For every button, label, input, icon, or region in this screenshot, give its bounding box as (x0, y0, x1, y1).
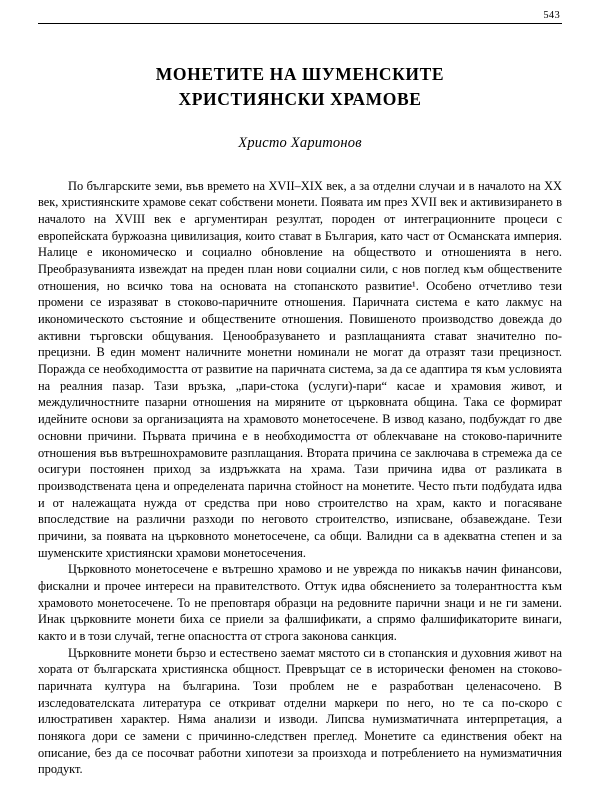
page-title (58, 62, 542, 113)
article-body (38, 178, 562, 778)
paragraph: Църковните монети бързо и естествено заемат мястото си в стопанския и духовния живот на хората от българската християнска общност. Превръщат се в исторически феномен на стоково-паричната култура на българина. Този проблем не е разработван целенасочено. В изследователската литература се откриват отделни маркери по него, но те са по-скоро с илюстративен характер. Няма анализи и изводи. Липсва нумизматичната интерпретация, а понякога дори се замени с причинно-следствен преглед. Монетите са единствения обект на описание, без да се посочват работни хипотези за произхода и потреблението на нумизматичния продукт. (38, 645, 562, 777)
header-divider (38, 23, 562, 24)
paragraph: По българските земи, във времето на XVII–XIX век, а за отделни случаи и в началото на XX век, християнските храмове секат собствени монети. Появата им през XVII век и активизирането в началото на XVIII век е аргументиран резултат, породен от интеграционните процеси с европейската буржоазна цивилизация, които стават в България, като част от Османската империя. Налице е икономическо и социално обновление на обществото и отношенията в него. Преобразуванията извеждат на преден план нови социални сили, с нов поглед към обществените отношения, но всичко това на основата на стопанското развитие¹. Особено отчетливо тези промени се изразяват в стоково-паричните отношения. Паричната система е като лакмус на икономическото състояние и обществените отношения. Повишеното производство довежда до активни търговски общувания. Ценообразуването и разплащанията стават значително по-прецизни. В един момент наличните монетни номинали не могат да отразят тази прецизност. Поражда се необходимостта от развитие на паричната система, за да се адаптира тя към условията на реалния пазар. Тази връзка, „пари-стока (услуги)-пари“ касае и храмовия живот, и междуличностните пазарни отношения на миряните от църковната община. Така се формират идейните основи за организацията на храмовото монетосечене. В извод казано, подбуждат го две основни причини. Първата причина е в необходимостта от облекчаване на стоково-паричните отношения във вътрешнохрамовите разплащания. Втората причина се заключава в стремежа да се осигури постоянен приход за издръжката на храма. Тази причина идва от разликата в производствената цена и определената парична стойност на монетите. Често пъти подбудата идва и от належащата нужда от средства при ново строителство на храм, както и погасяване впоследствие на различни разходи по неговото строителство, изписване, обзавеждане. Тези причини, за появата на църковното монетосечене, са общи. Валидни са в адекватна степен и за шуменските християнски храмови монетосечения. (38, 178, 562, 560)
title-line-2: ХРИСТИЯНСКИ ХРАМОВЕ (178, 89, 422, 110)
paragraph: Църковното монетосечене е вътрешно храмово и не уврежда по никакъв начин финансови, фискални и прочее интереси на правителството. Оттук идва обяснението за толерантността към храмовото монетосечене. То не преповтаря образци на редовните парични знаци и не ги замени. Инак църковните монети биха се приели за фалшификати, а спрямо фалшификаторите винаги, както и в този случай, тегне опасността от строга законова санкция. (38, 562, 562, 643)
page-number: 543 (543, 10, 560, 21)
author-name: Христо Харитонов (238, 134, 362, 151)
title-line-1: МОНЕТИТЕ НА ШУМЕНСКИТЕ (155, 64, 445, 84)
